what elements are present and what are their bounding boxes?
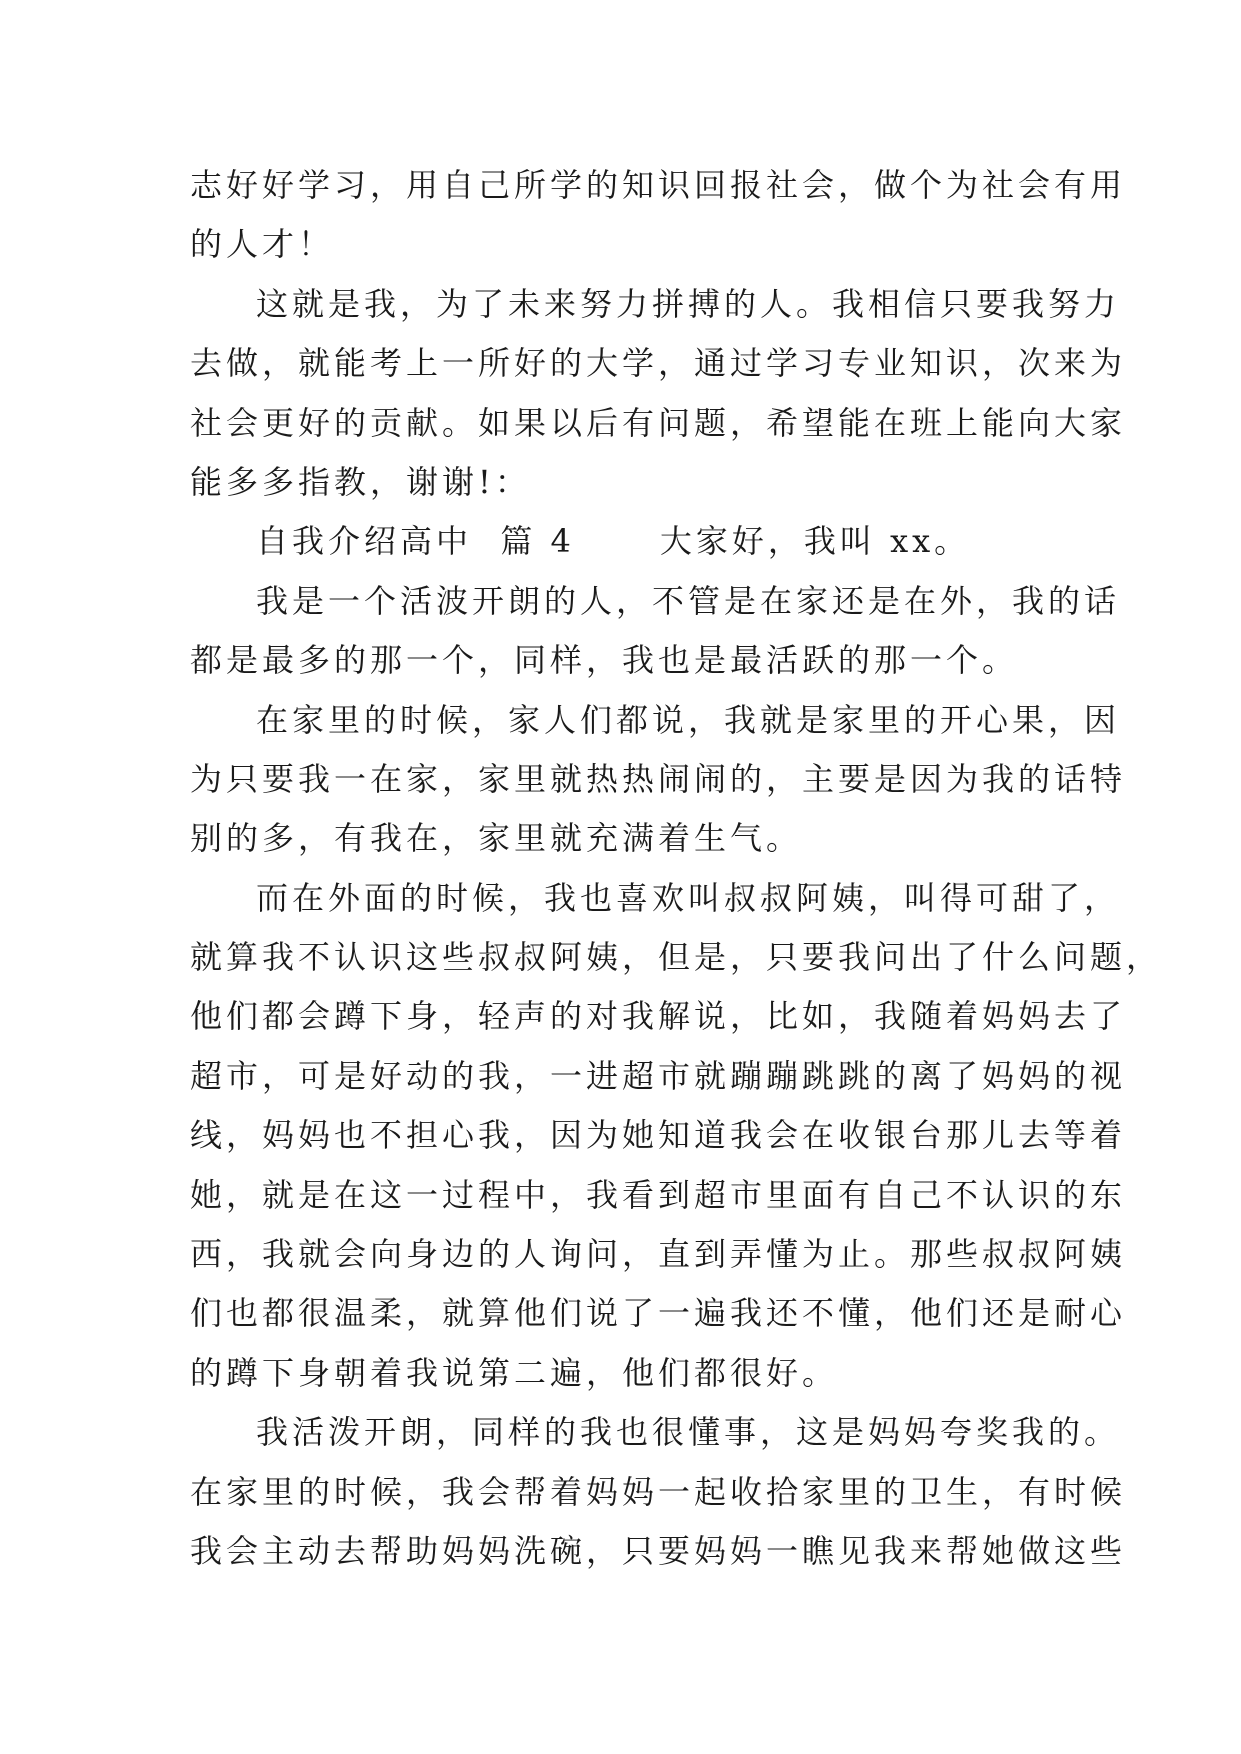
text-line: 的人才！ xyxy=(190,225,335,264)
text-line: 能多多指教，谢谢!： xyxy=(190,462,531,501)
text-line: 为只要我一在家，家里就热热闹闹的，主要是因为我的话特 xyxy=(190,759,1127,798)
text-line: 她，就是在这一过程中，我看到超市里面有自己不认识的东 xyxy=(190,1175,1127,1214)
text-line: 西，我就会向身边的人询问，直到弄懂为止。那些叔叔阿姨 xyxy=(190,1235,1127,1274)
text-line: 而在外面的时候，我也喜欢叫叔叔阿姨，叫得可甜了， xyxy=(256,878,1121,917)
text-line: 超市，可是好动的我，一进超市就蹦蹦跳跳的离了妈妈的视 xyxy=(190,1056,1127,1095)
text-line: 的蹲下身朝着我说第二遍，他们都很好。 xyxy=(190,1353,839,1392)
text-line: 们也都很温柔，就算他们说了一遍我还不懂，他们还是耐心 xyxy=(190,1294,1127,1333)
text-line: 都是最多的那一个，同样，我也是最活跃的那一个。 xyxy=(190,641,1019,680)
text-line: 线，妈妈也不担心我，因为她知道我会在收银台那儿去等着 xyxy=(190,1116,1127,1155)
text-line: 我会主动去帮助妈妈洗碗，只要妈妈一瞧见我来帮她做这些 xyxy=(190,1531,1127,1570)
text-line: 在家里的时候，家人们都说，我就是家里的开心果，因 xyxy=(256,700,1121,739)
text-line: 在家里的时候，我会帮着妈妈一起收拾家里的卫生，有时候 xyxy=(190,1472,1127,1511)
text-line: 他们都会蹲下身，轻声的对我解说，比如，我随着妈妈去了 xyxy=(190,997,1127,1036)
text-line: 就算我不认识这些叔叔阿姨，但是，只要我问出了什么问题， xyxy=(190,938,1163,977)
text-line: 志好好学习，用自己所学的知识回报社会，做个为社会有用 xyxy=(190,166,1127,204)
text-line: 我活泼开朗，同样的我也很懂事，这是妈妈夸奖我的。 xyxy=(256,1413,1121,1452)
section-heading-line: 自我介绍高中 篇 4 大家好，我叫 xx。 xyxy=(256,522,971,561)
document-body xyxy=(190,156,1163,1581)
text-line: 社会更好的贡献。如果以后有问题，希望能在班上能向大家 xyxy=(190,403,1127,442)
text-line: 别的多，有我在，家里就充满着生气。 xyxy=(190,819,803,858)
text-line: 去做，就能考上一所好的大学，通过学习专业知识，次来为 xyxy=(190,344,1127,383)
text-line: 我是一个活波开朗的人，不管是在家还是在外，我的话 xyxy=(256,581,1121,620)
text-line: 这就是我，为了未来努力拼搏的人。我相信只要我努力 xyxy=(256,284,1121,323)
